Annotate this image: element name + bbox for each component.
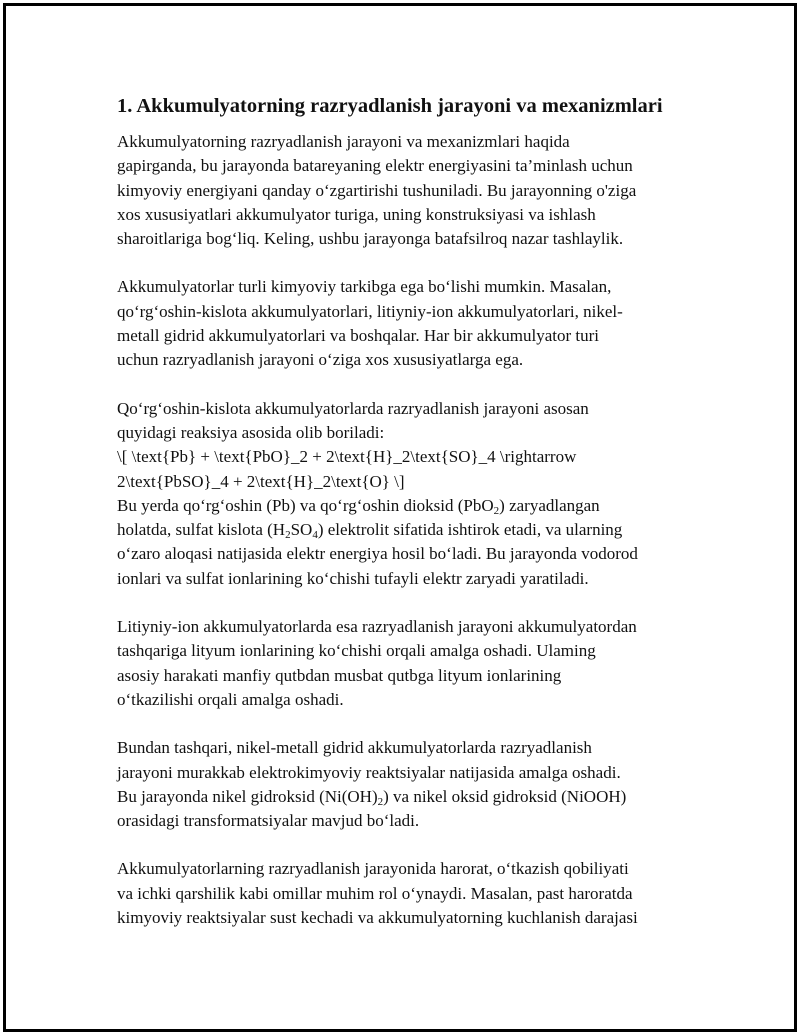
text-span: ) elektrolit sifatida ishtirok etadi, va ularning	[317, 520, 623, 540]
paragraph-intro	[117, 130, 697, 251]
text-line: kimyoviy energiyani qanday o‘zgartirishi tushuniladi. Bu jarayonning o'ziga	[117, 180, 637, 200]
text-line: qo‘rg‘oshin-kislota akkumulyatorlari, litiyniy-ion akkumulyatorlari, nikel-	[117, 301, 623, 321]
text-line: xos xususiyatlari akkumulyator turiga, uning konstruksiyasi va ishlash	[117, 204, 596, 224]
text-line: tashqariga lityum ionlarining ko‘chishi orqali amalga oshadi. Ulaming	[117, 641, 596, 661]
document-body	[117, 92, 697, 954]
text-line: sharoitlariga bog‘liq. Keling, ushbu jarayonga batafsilroq nazar tashlaylik.	[117, 229, 624, 249]
text-line: gapirganda, bu jarayonda batareyaning elektr energiyasini ta’minlash uchun	[117, 156, 633, 176]
text-line: Bundan tashqari, nikel-metall gidrid akkumulyatorlarda razryadlanish	[117, 738, 592, 758]
subscript: 4	[312, 529, 318, 542]
text-line: Akkumulyatorlar turli kimyoviy tarkibga ega bo‘lishi mumkin. Masalan,	[117, 277, 612, 297]
section-heading: 1. Akkumulyatorning razryadlanish jarayoni va mexanizmlari	[117, 95, 663, 117]
equation-line: \[ \text{Pb} + \text{PbO}_2 + 2\text{H}_2\text{SO}_4 \rightarrow	[117, 447, 577, 467]
text-line: Akkumulyatorlarning razryadlanish jarayonida harorat, o‘tkazish qobiliyati	[117, 859, 629, 879]
text-line: asosiy harakati manfiy qutbdan musbat qutbga lityum ionlarining	[117, 665, 562, 685]
text-line: Akkumulyatorning razryadlanish jarayoni va mexanizmlari haqida	[117, 132, 570, 151]
text-line: uchun razryadlanish jarayoni o‘ziga xos xususiyatlarga ega.	[117, 350, 524, 370]
equation-line: 2\text{PbSO}_4 + 2\text{H}_2\text{O} \]	[117, 471, 405, 491]
text-line: Litiyniy-ion akkumulyatorlarda esa razryadlanish jarayoni akkumulyatordan	[117, 617, 637, 637]
text-line: orasidagi transformatsiyalar mavjud bo‘ladi.	[117, 811, 420, 831]
text-line: va ichki qarshilik kabi omillar muhim rol o‘ynaydi. Masalan, past haroratda	[117, 883, 633, 903]
paragraph-battery-types	[117, 275, 697, 372]
text-line: o‘zaro aloqasi natijasida elektr energiya hosil bo‘ladi. Bu jarayonda vodorod	[117, 544, 638, 564]
text-span: ) zaryadlangan	[499, 495, 600, 515]
text-line: kimyoviy reaktsiyalar sust kechadi va akkumulyatorning kuchlanish darajasi	[117, 908, 638, 928]
paragraph-nickel-metal-hydride	[117, 736, 697, 833]
text-line: jarayoni murakkab elektrokimyoviy reaktsiyalar natijasida amalga oshadi.	[117, 762, 621, 782]
text-span: ) va nikel oksid gidroksid (NiOOH)	[383, 786, 627, 806]
subscript: 2	[493, 504, 500, 517]
text-span: Bu yerda qo‘rg‘oshin (Pb) va qo‘rg‘oshin dioksid (PbO	[117, 495, 494, 515]
subscript: 2	[377, 795, 384, 808]
text-line: metall gidrid akkumulyatorlari va boshqalar. Har bir akkumulyator turi	[117, 326, 600, 346]
text-line	[117, 494, 697, 518]
paragraph-lithium-ion	[117, 615, 697, 712]
paragraph-lead-acid	[117, 397, 697, 591]
text-line: quyidagi reaksiya asosida olib boriladi:	[117, 422, 385, 442]
text-span: holatda, sulfat kislota (H	[117, 520, 286, 540]
text-line	[117, 518, 697, 542]
text-span: Bu jarayonda nikel gidroksid (Ni(OH)	[117, 786, 378, 806]
text-span: SO	[290, 520, 313, 540]
paragraph-factors	[117, 857, 697, 930]
text-line: Qo‘rg‘oshin-kislota akkumulyatorlarda razryadlanish jarayoni asosan	[117, 398, 589, 418]
subscript: 2	[285, 529, 291, 542]
text-line: o‘tkazilishi orqali amalga oshadi.	[117, 689, 344, 709]
text-line: ionlari va sulfat ionlarining ko‘chishi tufayli elektr zaryadi yaratiladi.	[117, 568, 589, 588]
text-line	[117, 785, 697, 809]
